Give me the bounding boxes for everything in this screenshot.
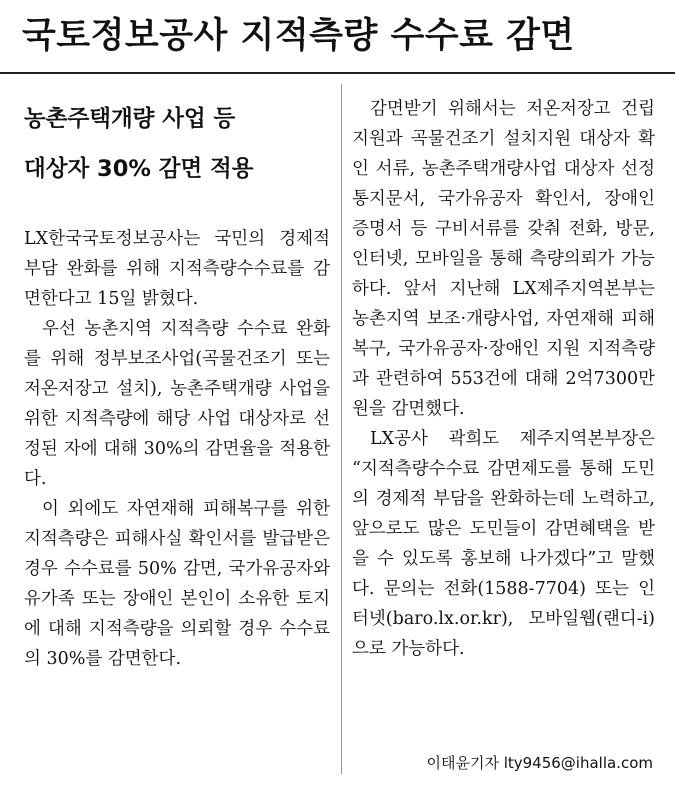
subheadline-line-1: 농촌주택개량 사업 등 [24, 106, 236, 132]
subheadline-line-2: 대상자 30% 감면 적용 [24, 156, 254, 182]
headline: 국토정보공사 지적측량 수수료 감면 [22, 16, 575, 56]
column-divider [341, 84, 342, 774]
right-column [352, 94, 655, 664]
headline-rule [0, 72, 675, 74]
paragraph-5: LX공사 곽희도 제주지역본부장은 “지적측량수수료 감면제도를 통해 도민의 경제적 부담을 완화하는데 노력하고, 앞으로도 많은 도민들이 감면혜택을 받을 수 있도록 홍보해 나가겠다”고 말했다. 문의는 전화(1588-7704) 또는 인터넷(baro.lx.or.kr), 모바일웹(랜디-i)으로 가능하다. [352, 429, 655, 659]
byline: 이태윤기자 lty9456@ihalla.com [426, 754, 653, 772]
paragraph-1: LX한국국토정보공사는 국민의 경제적 부담 완화를 위해 지적측량수수료를 감면한다고 15일 밝혔다. [24, 229, 330, 309]
paragraph-4: 감면받기 위해서는 저온저장고 건립지원과 곡물건조기 설치지원 대상자 확인 서류, 농촌주택개량사업 대상자 선정통지문서, 국가유공자 확인서, 장애인 증명서 등 구비서류를 갖춰 전화, 방문, 인터넷, 모바일을 통해 측량의뢰가 가능하다. 앞서 지난해 LX제주지역본부는 농촌지역 보조·개량사업, 자연재해 피해복구, 국가유공자·장애인 지원 지적측량과 관련하여 553건에 대해 2억7300만원을 감면했다. [352, 99, 655, 419]
paragraph-2: 우선 농촌지역 지적측량 수수료 완화를 위해 정부보조사업(곡물건조기 또는 저온저장고 설치), 농촌주택개량 사업을 위한 지적측량에 해당 사업 대상자로 선정된 자에 대해 30%의 감면율을 적용한다. [24, 319, 330, 489]
subheadline [24, 94, 330, 194]
paragraph-3: 이 외에도 자연재해 피해복구를 위한 지적측량은 피해사실 확인서를 발급받은 경우 수수료를 50% 감면, 국가유공자와 유가족 또는 장애인 본인이 소유한 토지에 대해 지적측량을 의뢰할 경우 수수료의 30%를 감면한다. [24, 499, 330, 669]
left-column [24, 94, 330, 674]
